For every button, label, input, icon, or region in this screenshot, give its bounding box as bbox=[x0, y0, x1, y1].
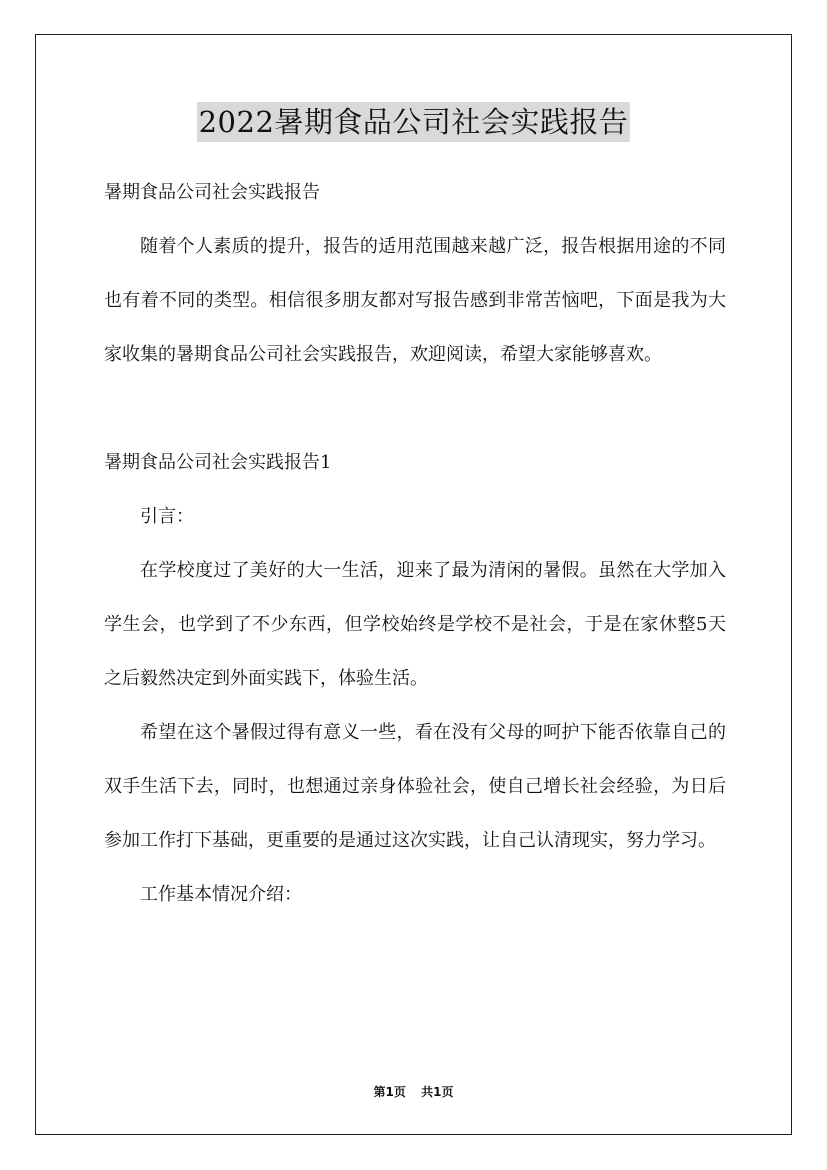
page-total: 共1页 bbox=[421, 1085, 454, 1099]
title-container bbox=[0, 102, 827, 142]
work-intro-label: 工作基本情况介绍： bbox=[140, 884, 302, 905]
page-footer bbox=[0, 1083, 827, 1100]
document-title: 2022暑期食品公司社会实践报告 bbox=[197, 102, 631, 142]
document-body bbox=[104, 166, 726, 922]
section-heading: 暑期食品公司社会实践报告1 bbox=[104, 452, 332, 473]
body-paragraph-1: 在学校度过了美好的大一生活，迎来了最为清闲的暑假。虽然在大学加入学生会，也学到了不少东西，但学校始终是学校不是社会，于是在家休整5天之后毅然决定到外面实践下，体验生活。 bbox=[104, 560, 726, 689]
footer-spacer bbox=[410, 1085, 418, 1099]
page-number: 第1页 bbox=[373, 1085, 406, 1099]
intro-label: 引言： bbox=[140, 506, 194, 527]
intro-paragraph: 随着个人素质的提升，报告的适用范围越来越广泛，报告根据用途的不同也有着不同的类型。相信很多朋友都对写报告感到非常苦恼吧，下面是我为大家收集的暑期食品公司社会实践报告，欢迎阅读，希望大家能够喜欢。 bbox=[104, 236, 726, 365]
document-subtitle: 暑期食品公司社会实践报告 bbox=[104, 182, 320, 203]
paragraph-spacer bbox=[104, 382, 726, 436]
body-paragraph-2: 希望在这个暑假过得有意义一些，看在没有父母的呵护下能否依靠自己的双手生活下去，同时，也想通过亲身体验社会，使自己增长社会经验，为日后参加工作打下基础，更重要的是通过这次实践，让自己认清现实，努力学习。 bbox=[104, 722, 726, 851]
